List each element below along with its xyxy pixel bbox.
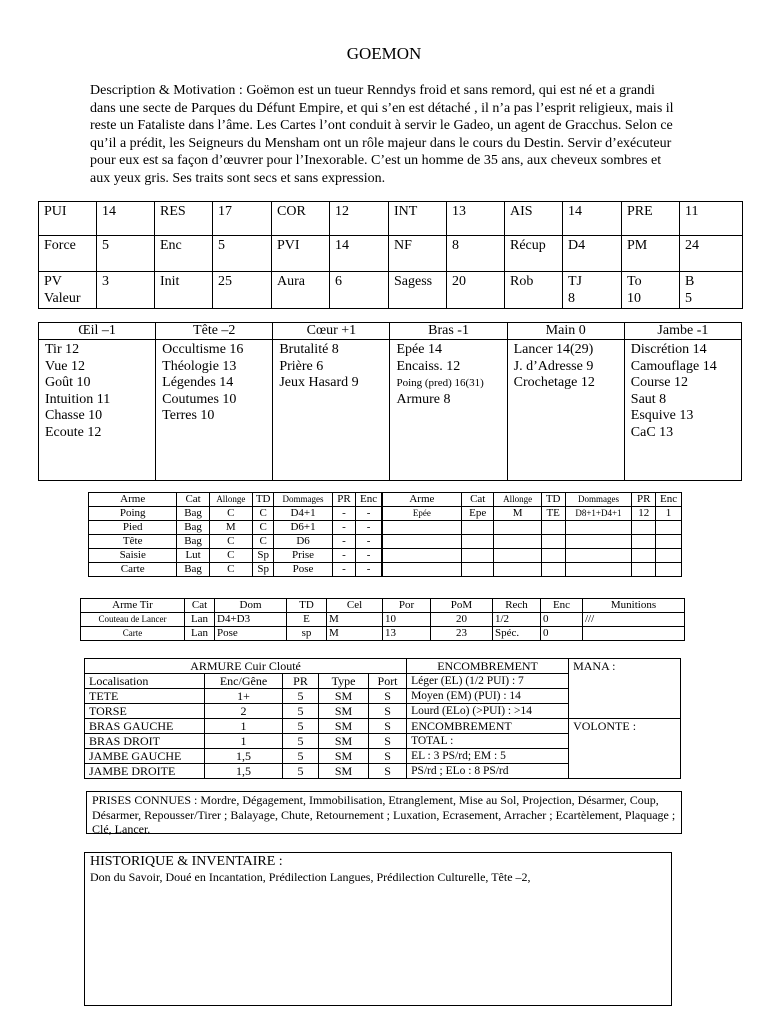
weapon-cell: [632, 549, 656, 563]
ranged-col-header: PoM: [431, 599, 493, 613]
weapon-row: [89, 535, 682, 549]
stats-table: [38, 201, 743, 309]
skill-item: Chasse 10: [45, 408, 103, 423]
encombrement-line: Moyen (EM) (PUI) : 14: [407, 689, 569, 704]
armor-cell: 5: [283, 689, 319, 704]
weapon-cell: [656, 535, 682, 549]
skill-item: Epée 14: [396, 342, 442, 357]
ranged-cell: 0: [541, 627, 583, 641]
encombrement-line: Lourd (ELo) (>PUI) : >14: [407, 704, 569, 719]
ranged-col-header: Cat: [185, 599, 215, 613]
stat-value: 25: [213, 272, 272, 309]
weapon-col-header: Cat: [177, 493, 209, 507]
armor-cell: S: [369, 689, 407, 704]
armor-cell: SM: [319, 749, 369, 764]
ranged-col-header: Arme Tir: [81, 599, 185, 613]
weapon-cell: [462, 521, 494, 535]
weapon-cell: Carte: [89, 563, 177, 577]
stat-label: To 10: [622, 272, 680, 309]
stat-value: 12: [330, 202, 389, 236]
armor-cell: TORSE: [85, 704, 205, 719]
stat-value: 13: [447, 202, 505, 236]
weapon-row: [89, 563, 682, 577]
weapon-cell: 12: [632, 507, 656, 521]
volonte-label: VOLONTE :: [573, 719, 637, 733]
weapon-cell: 1: [656, 507, 682, 521]
weapon-cell: D4+1: [274, 507, 332, 521]
weapon-cell: [565, 535, 632, 549]
armor-cell: S: [369, 764, 407, 779]
stat-label: Rob: [505, 272, 563, 309]
armor-cell: 1: [205, 734, 283, 749]
ranged-col-header: Dom: [215, 599, 287, 613]
ranged-cell: Spéc.: [493, 627, 541, 641]
stat-value: B 5: [680, 272, 743, 309]
stat-value: 11: [680, 202, 743, 236]
weapon-cell: [382, 535, 462, 549]
skill-item: Goût 10: [45, 375, 91, 390]
stat-label: Sagess: [389, 272, 447, 309]
ranged-cell: Pose: [215, 627, 287, 641]
weapon-cell: [565, 549, 632, 563]
weapon-cell: Bag: [177, 535, 209, 549]
weapon-row: [89, 549, 682, 563]
volonte-box: [569, 719, 681, 779]
weapon-cell: -: [332, 507, 356, 521]
ranged-cell: Lan: [185, 627, 215, 641]
weapon-col-header: TD: [541, 493, 565, 507]
ranged-cell: sp: [287, 627, 327, 641]
armor-cell: BRAS GAUCHE: [85, 719, 205, 734]
weapon-cell: [541, 549, 565, 563]
weapon-cell: -: [332, 563, 356, 577]
skill-group: [624, 340, 741, 481]
history-title: HISTORIQUE & INVENTAIRE :: [90, 854, 283, 869]
stat-value: 5: [213, 236, 272, 272]
stat-label: NF: [389, 236, 447, 272]
weapon-cell: [632, 563, 656, 577]
weapon-col-header: Allonge: [209, 493, 252, 507]
armor-cell: SM: [319, 704, 369, 719]
weapon-cell: C: [252, 507, 274, 521]
armor-cell: 5: [283, 764, 319, 779]
stat-label: Force: [39, 236, 97, 272]
skill-item: Saut 8: [630, 391, 667, 407]
weapon-cell: C: [209, 563, 252, 577]
known-grapples: PRISES CONNUES : Mordre, Dégagement, Immobilisation, Etranglement, Mise au Sol, Projection, Désarmer, Coup, Désarmer, Repousser/Tirer ; Balayage, Chute, Retournement ; Luxation, Ecrasement, Arracher ; Ecartèlement, Plaquage ; Clé, Lancer.: [86, 791, 682, 834]
weapon-cell: [494, 549, 541, 563]
armor-cell: SM: [319, 764, 369, 779]
encombrement-line: EL : 3 PS/rd; EM : 5: [407, 749, 569, 764]
ranged-col-header: Enc: [541, 599, 583, 613]
armor-cell: 5: [283, 704, 319, 719]
history-text: Don du Savoir, Doué en Incantation, Prédilection Langues, Prédilection Culturelle, Tête –2,: [90, 870, 531, 884]
encombrement-line: PS/rd ; ELo : 8 PS/rd: [407, 764, 569, 779]
weapon-cell: [632, 521, 656, 535]
encombrement-line: TOTAL :: [407, 734, 569, 749]
skill-item: Brutalité 8: [279, 342, 339, 357]
skill-item: Discrétion 14: [630, 342, 707, 357]
mana-label: MANA :: [573, 659, 616, 673]
weapon-cell: [656, 521, 682, 535]
weapon-cell: TE: [541, 507, 565, 521]
armor-col-header: Type: [319, 674, 369, 689]
weapon-cell: -: [356, 535, 382, 549]
skill-item: Prière 6: [279, 358, 324, 374]
ranged-cell: Carte: [81, 627, 185, 641]
encombrement-line: Léger (EL) (1/2 PUI) : 7: [407, 674, 569, 689]
ranged-cell: M: [327, 613, 383, 627]
stat-label: PM: [622, 236, 680, 272]
skill-item: Coutumes 10: [162, 391, 237, 407]
armor-cell: 5: [283, 749, 319, 764]
stat-label: RES: [155, 202, 213, 236]
weapon-col-header: Dommages: [274, 493, 332, 507]
weapon-cell: D6: [274, 535, 332, 549]
weapon-cell: C: [252, 535, 274, 549]
weapon-cell: [656, 563, 682, 577]
armor-col-header: PR: [283, 674, 319, 689]
weapon-cell: -: [332, 549, 356, 563]
weapon-cell: Lut: [177, 549, 209, 563]
skill-item: Course 12: [630, 375, 688, 390]
armor-cell: SM: [319, 719, 369, 734]
skill-group-header: Tête –2: [156, 323, 273, 340]
armor-col-header: Enc/Gêne: [205, 674, 283, 689]
weapon-cell: M: [494, 507, 541, 521]
skill-item: Terres 10: [162, 408, 215, 423]
weapon-cell: Sp: [252, 549, 274, 563]
skill-group: [39, 340, 156, 481]
weapon-cell: [541, 563, 565, 577]
ranged-row: [81, 613, 685, 627]
stat-label: INT: [389, 202, 447, 236]
skill-item: Encaiss. 12: [396, 358, 461, 374]
skill-item: Camouflage 14: [630, 358, 717, 374]
weapon-cell: [656, 549, 682, 563]
armor-cell: 5: [283, 734, 319, 749]
weapon-cell: D8+1+D4+1: [565, 507, 632, 521]
stat-value: TJ 8: [563, 272, 622, 309]
weapon-col-header: Enc: [656, 493, 682, 507]
armor-cell: S: [369, 719, 407, 734]
weapon-cell: Tête: [89, 535, 177, 549]
weapon-cell: [565, 521, 632, 535]
weapon-cell: Saisie: [89, 549, 177, 563]
weapon-row: [89, 521, 682, 535]
armor-cell: S: [369, 734, 407, 749]
skill-item: Ecoute 12: [45, 424, 102, 440]
weapon-cell: [462, 563, 494, 577]
weapon-col-header: PR: [632, 493, 656, 507]
skills-table: [38, 322, 742, 481]
weapon-col-header: Cat: [462, 493, 494, 507]
stat-value: 14: [330, 236, 389, 272]
weapon-cell: [632, 535, 656, 549]
ranged-col-header: TD: [287, 599, 327, 613]
weapon-cell: [382, 521, 462, 535]
skill-group-header: Œil –1: [39, 323, 156, 340]
ranged-cell: E: [287, 613, 327, 627]
skill-item: Poing (pred) 16(31): [396, 377, 484, 389]
weapon-cell: Pied: [89, 521, 177, 535]
skill-item: Esquive 13: [630, 408, 694, 423]
armor-cell: S: [369, 704, 407, 719]
stat-label: PVI: [272, 236, 330, 272]
armor-col-header: Port: [369, 674, 407, 689]
weapon-cell: -: [332, 535, 356, 549]
ranged-cell: 1/2: [493, 613, 541, 627]
ranged-row: [81, 627, 685, 641]
stat-label: PRE: [622, 202, 680, 236]
weapon-cell: [565, 563, 632, 577]
stat-value: 20: [447, 272, 505, 309]
stat-value: 14: [97, 202, 155, 236]
skill-item: J. d’Adresse 9: [513, 358, 594, 374]
skill-item: Tir 12: [45, 342, 80, 357]
stat-value: 6: [330, 272, 389, 309]
armor-cell: 1: [205, 719, 283, 734]
ranged-cell: 20: [431, 613, 493, 627]
stat-value: 14: [563, 202, 622, 236]
weapons-table: [88, 492, 682, 577]
stat-label: PV Valeur: [39, 272, 97, 309]
weapon-cell: Pose: [274, 563, 332, 577]
weapon-cell: Sp: [252, 563, 274, 577]
weapon-row: [89, 507, 682, 521]
weapon-cell: C: [209, 549, 252, 563]
ranged-weapons-table: [80, 598, 685, 641]
history-inventory: [84, 852, 672, 1006]
weapon-cell: [462, 549, 494, 563]
weapon-cell: Epe: [462, 507, 494, 521]
skill-item: Intuition 11: [45, 391, 111, 407]
armor-cell: 1+: [205, 689, 283, 704]
ranged-cell: 0: [541, 613, 583, 627]
stat-value: 8: [447, 236, 505, 272]
stat-label: Récup: [505, 236, 563, 272]
ranged-cell: 23: [431, 627, 493, 641]
weapon-cell: [494, 521, 541, 535]
skill-item: Occultisme 16: [162, 342, 244, 357]
skill-group: [507, 340, 624, 481]
description: Description & Motivation : Goëmon est un tueur Renndys froid et sans remord, qui est né et a grandi dans une secte de Parques du Défunt Empire, et qui s’en est détaché , il n’a pas l’esprit religieux, mais il reste un Fataliste dans l’âme. Les Cartes l’ont conduit à servir le Gadeo, un agent de Gracchus. Selon ce qu’il a prédit, les Seigneurs du Mensham ont un rôle majeur dans le cours du Destin. Servir d’exécuteur pour eux est sa façon d’œuvrer pour l’Inexorable. C’est un homme de 35 ans, aux cheveux sombres et aux yeux gris. Ses traits sont secs et sans expression.: [90, 83, 674, 186]
weapon-col-header: TD: [252, 493, 274, 507]
ranged-cell: 10: [383, 613, 431, 627]
stat-value: 24: [680, 236, 743, 272]
ranged-cell: Lan: [185, 613, 215, 627]
weapon-cell: [382, 549, 462, 563]
stat-label: Aura: [272, 272, 330, 309]
skill-item: Lancer 14(29): [513, 342, 594, 357]
ranged-cell: 13: [383, 627, 431, 641]
weapon-cell: [382, 563, 462, 577]
stat-label: Enc: [155, 236, 213, 272]
ranged-col-header: Cel: [327, 599, 383, 613]
weapon-cell: -: [356, 507, 382, 521]
weapon-cell: Prise: [274, 549, 332, 563]
armor-title: ARMURE Cuir Clouté: [85, 659, 407, 674]
armor-cell: JAMBE GAUCHE: [85, 749, 205, 764]
encombrement-line: ENCOMBREMENT: [407, 719, 569, 734]
stat-value: D4: [563, 236, 622, 272]
ranged-cell: ///: [583, 613, 685, 627]
armor-cell: S: [369, 749, 407, 764]
skill-group-header: Cœur +1: [273, 323, 390, 340]
armor-cell: 2: [205, 704, 283, 719]
weapon-cell: -: [356, 521, 382, 535]
weapon-col-header: Enc: [356, 493, 382, 507]
stat-value: 5: [97, 236, 155, 272]
armor-cell: TETE: [85, 689, 205, 704]
ranged-col-header: Rech: [493, 599, 541, 613]
armor-cell: 5: [283, 719, 319, 734]
skill-item: Théologie 13: [162, 358, 237, 374]
ranged-cell: D4+D3: [215, 613, 287, 627]
weapon-col-header: Allonge: [494, 493, 541, 507]
skill-group-header: Main 0: [507, 323, 624, 340]
weapon-cell: Poing: [89, 507, 177, 521]
stat-value: 17: [213, 202, 272, 236]
weapon-cell: Bag: [177, 563, 209, 577]
skill-group: [156, 340, 273, 481]
mana-box: [569, 659, 681, 719]
armor-cell: 1,5: [205, 749, 283, 764]
skill-group-header: Jambe -1: [624, 323, 741, 340]
stat-value: 3: [97, 272, 155, 309]
weapon-cell: [494, 535, 541, 549]
armor-cell: BRAS DROIT: [85, 734, 205, 749]
weapon-col-header: Arme: [382, 493, 462, 507]
weapon-cell: -: [356, 549, 382, 563]
skill-group: [390, 340, 507, 481]
skill-item: Armure 8: [396, 391, 451, 407]
skill-item: CaC 13: [630, 424, 674, 440]
skill-item: Crochetage 12: [513, 375, 595, 390]
stat-label: PUI: [39, 202, 97, 236]
armor-col-header: Localisation: [85, 674, 205, 689]
weapon-cell: [494, 563, 541, 577]
weapon-cell: -: [332, 521, 356, 535]
skill-group: [273, 340, 390, 481]
weapon-cell: [541, 521, 565, 535]
weapon-cell: C: [209, 535, 252, 549]
weapon-col-header: Arme: [89, 493, 177, 507]
skill-item: Jeux Hasard 9: [279, 375, 359, 390]
armor-cell: SM: [319, 689, 369, 704]
armor-cell: JAMBE DROITE: [85, 764, 205, 779]
weapon-cell: Bag: [177, 521, 209, 535]
ranged-col-header: Por: [383, 599, 431, 613]
weapon-cell: [462, 535, 494, 549]
weapon-cell: M: [209, 521, 252, 535]
page-title: GOEMON: [346, 44, 422, 63]
armor-cell: SM: [319, 734, 369, 749]
ranged-cell: Couteau de Lancer: [81, 613, 185, 627]
weapon-cell: C: [209, 507, 252, 521]
stat-label: AIS: [505, 202, 563, 236]
ranged-col-header: Munitions: [583, 599, 685, 613]
encombrement-title: ENCOMBREMENT: [407, 659, 569, 674]
weapon-cell: C: [252, 521, 274, 535]
skill-group-header: Bras -1: [390, 323, 507, 340]
skill-item: Légendes 14: [162, 375, 234, 390]
stat-label: COR: [272, 202, 330, 236]
weapon-cell: Bag: [177, 507, 209, 521]
armor-cell: 1,5: [205, 764, 283, 779]
armor-table: [84, 658, 681, 779]
stat-label: Init: [155, 272, 213, 309]
weapon-col-header: Dommages: [565, 493, 632, 507]
weapon-cell: Epée: [382, 507, 462, 521]
weapon-cell: [541, 535, 565, 549]
weapon-cell: -: [356, 563, 382, 577]
ranged-cell: M: [327, 627, 383, 641]
ranged-cell: [583, 627, 685, 641]
weapon-cell: D6+1: [274, 521, 332, 535]
skill-item: Vue 12: [45, 358, 85, 374]
weapon-col-header: PR: [332, 493, 356, 507]
